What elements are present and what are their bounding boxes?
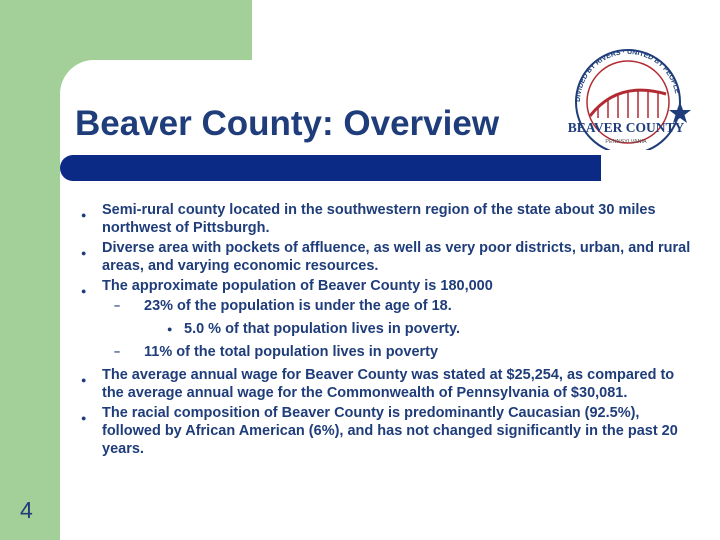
slide-number: 4 — [20, 497, 33, 523]
dash-icon: – — [114, 300, 121, 312]
bullet-dot-icon: ● — [81, 413, 87, 423]
bullet-text: The average annual wage for Beaver County was stated at $25,254, as compared to the average annual wage for the Commonwealth of Pennsylvania of $30,081. — [102, 367, 675, 401]
bullet-item-location — [81, 199, 696, 237]
green-side-strip — [0, 0, 60, 540]
bullet-dot-icon: ● — [81, 375, 87, 385]
bullet-text: The racial composition of Beaver County is predominantly Caucasian (92.5%), followed by African American (6%), and has not changed significantly in the past 20 years. — [102, 405, 678, 457]
bullet-text: Diverse area with pockets of affluence, as well as very poor districts, urban, and rural areas, and varying economic resources. — [102, 240, 691, 274]
title-underline-bar — [60, 155, 601, 181]
bullet-text: The approximate population of Beaver County is 180,000 — [102, 278, 493, 294]
logo-name: BEAVER COUNTY — [567, 120, 685, 135]
dash-icon: – — [114, 346, 121, 358]
bullet-item-population — [81, 275, 696, 295]
slide-title: Beaver County: Overview — [75, 104, 500, 143]
logo-subtext: PENNSYLVANIA — [605, 139, 647, 145]
bullet-dot-icon: ● — [167, 324, 173, 334]
bullet-dot-icon: ● — [81, 248, 87, 258]
bullet-text: Semi-rural county located in the southwestern region of the state about 30 miles northwest of Pittsburgh. — [102, 202, 656, 236]
sub-item-total-poverty — [81, 341, 696, 364]
sub-item-text: 23% of the population is under the age of 18. — [144, 298, 452, 314]
bullet-item-diversity — [81, 237, 696, 275]
beaver-county-logo — [562, 46, 694, 150]
sub-item-text: 11% of the total population lives in poverty — [144, 344, 439, 360]
bullet-dot-icon: ● — [81, 210, 87, 220]
sub-sub-item-poverty — [81, 318, 696, 341]
bullet-list — [81, 199, 696, 458]
bullet-item-race — [81, 402, 696, 458]
sub-item-under-18 — [81, 295, 696, 318]
bullet-item-wage — [81, 364, 696, 402]
sub-sub-item-text: 5.0 % of that population lives in poverty. — [184, 321, 461, 337]
logo-arc-text: DIVIDED BY RIVERS · UNITED BY PEOPLE — [574, 48, 681, 103]
bullet-dot-icon: ● — [81, 286, 87, 296]
